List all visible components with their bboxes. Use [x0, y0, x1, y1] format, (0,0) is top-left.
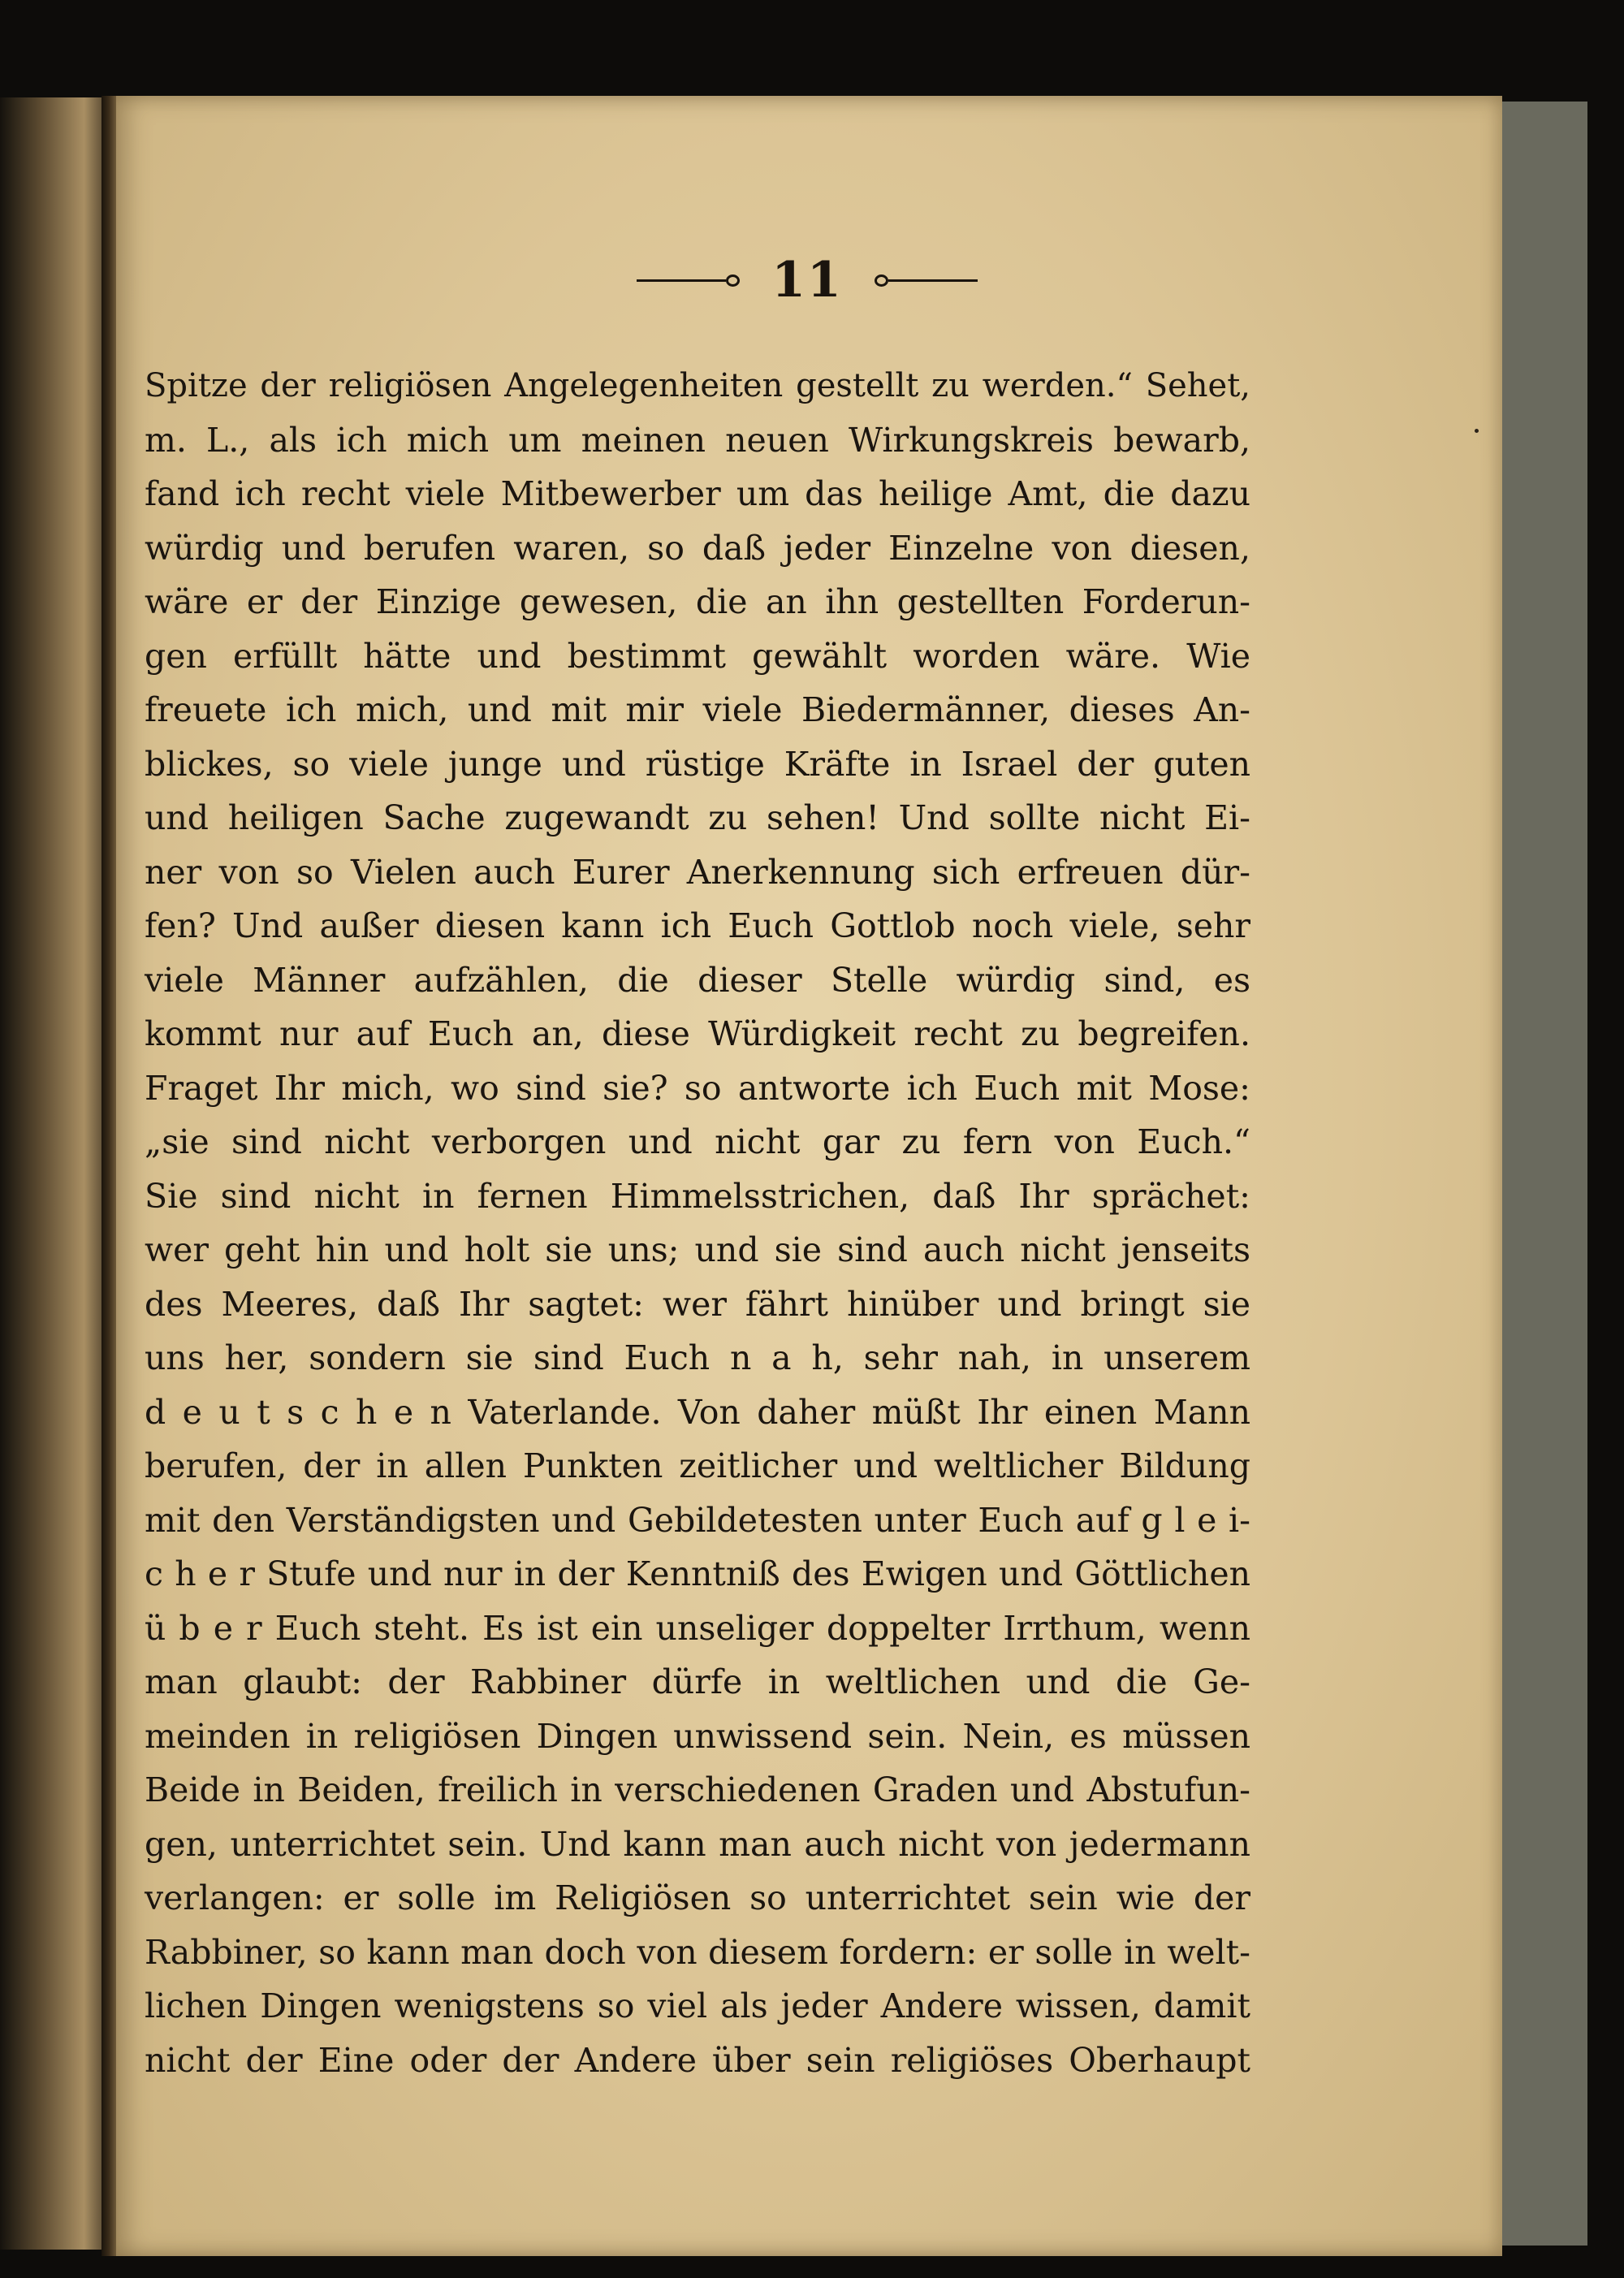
text-line: Spitze der religiösen Angelegenheiten gestellt zu werden.“ Sehet,: [145, 367, 1250, 404]
text-line: d e u t s c h e n Vaterlande. Von daher müßt Ihr einen Mann: [145, 1392, 1250, 1432]
text-line: ner von so Vielen auch Eurer Anerkennung sich erfreuen dür-: [145, 852, 1250, 892]
text-line: nicht der Eine oder der Andere über sein religiöses Oberhaupt: [145, 2040, 1250, 2080]
header-rule-right: [888, 279, 978, 282]
text-line: verlangen: er solle im Religiösen so unterrichtet sein wie der: [145, 1878, 1250, 1917]
text-line: würdig und berufen waren, so daß jeder Einzelne von diesen,: [145, 528, 1250, 568]
text-line: man glaubt: der Rabbiner dürfe in weltlichen und die Ge-: [145, 1662, 1250, 1701]
header-rule-left: [637, 279, 726, 282]
text-line: gen, unterrichtet sein. Und kann man auch nicht von jedermann: [145, 1824, 1250, 1864]
text-line: Fraget Ihr mich, wo sind sie? so antworte ich Euch mit Mose:: [145, 1068, 1250, 1108]
text-line: „sie sind nicht verborgen und nicht gar zu fern von Euch.“: [145, 1122, 1250, 1161]
text-line: mit den Verständigsten und Gebildetesten unter Euch auf g l e i-: [145, 1500, 1250, 1540]
paper-speck: [1475, 429, 1479, 433]
text-line: kommt nur auf Euch an, diese Würdigkeit recht zu begreifen.: [145, 1014, 1250, 1053]
page-header: [112, 252, 1502, 309]
text-line: blickes, so viele junge und rüstige Kräfte in Israel der guten: [145, 744, 1250, 784]
text-line: freuete ich mich, und mit mir viele Biedermänner, dieses An-: [145, 690, 1250, 729]
facing-page-edge: [0, 97, 112, 2250]
page-number: 11: [771, 252, 843, 309]
text-line: Sie sind nicht in fernen Himmelsstrichen, daß Ihr sprächet:: [145, 1176, 1250, 1216]
book-gutter: [102, 96, 116, 2256]
header-ornament-left: [726, 274, 740, 287]
text-line: uns her, sondern sie sind Euch n a h, sehr nah, in unserem: [145, 1338, 1250, 1377]
header-ornament-right: [875, 274, 888, 287]
text-line: m. L., als ich mich um meinen neuen Wirkungskreis bewarb,: [145, 420, 1250, 460]
text-line: berufen, der in allen Punkten zeitlicher und weltlicher Bildung: [145, 1446, 1250, 1485]
text-line: fand ich recht viele Mitbewerber um das heilige Amt, die dazu: [145, 474, 1250, 513]
text-line: wer geht hin und holt sie uns; und sie sind auch nicht jenseits: [145, 1230, 1250, 1269]
text-line: meinden in religiösen Dingen unwissend sein. Nein, es müssen: [145, 1716, 1250, 1756]
text-line: gen erfüllt hätte und bestimmt gewählt worden wäre. Wie: [145, 636, 1250, 676]
text-line: c h e r Stufe und nur in der Kenntniß des Ewigen und Göttlichen: [145, 1554, 1250, 1593]
body-text: [145, 359, 1250, 2087]
text-line: viele Männer aufzählen, die dieser Stelle würdig sind, es: [145, 960, 1250, 1000]
text-line: wäre er der Einzige gewesen, die an ihn gestellten Forderun-: [145, 582, 1250, 621]
text-line: fen? Und außer diesen kann ich Euch Gottlob noch viele, sehr: [145, 906, 1250, 945]
text-line: und heiligen Sache zugewandt zu sehen! Und sollte nicht Ei-: [145, 798, 1250, 837]
text-line: lichen Dingen wenigstens so viel als jeder Andere wissen, damit: [145, 1986, 1250, 2025]
text-line: Beide in Beiden, freilich in verschiedenen Graden und Abstufun-: [145, 1770, 1250, 1809]
text-line: des Meeres, daß Ihr sagtet: wer fährt hinüber und bringt sie: [145, 1284, 1250, 1324]
text-line: ü b e r Euch steht. Es ist ein unseliger doppelter Irrthum, wenn: [145, 1608, 1250, 1648]
text-line: Rabbiner, so kann man doch von diesem fordern: er solle in welt-: [145, 1932, 1250, 1972]
